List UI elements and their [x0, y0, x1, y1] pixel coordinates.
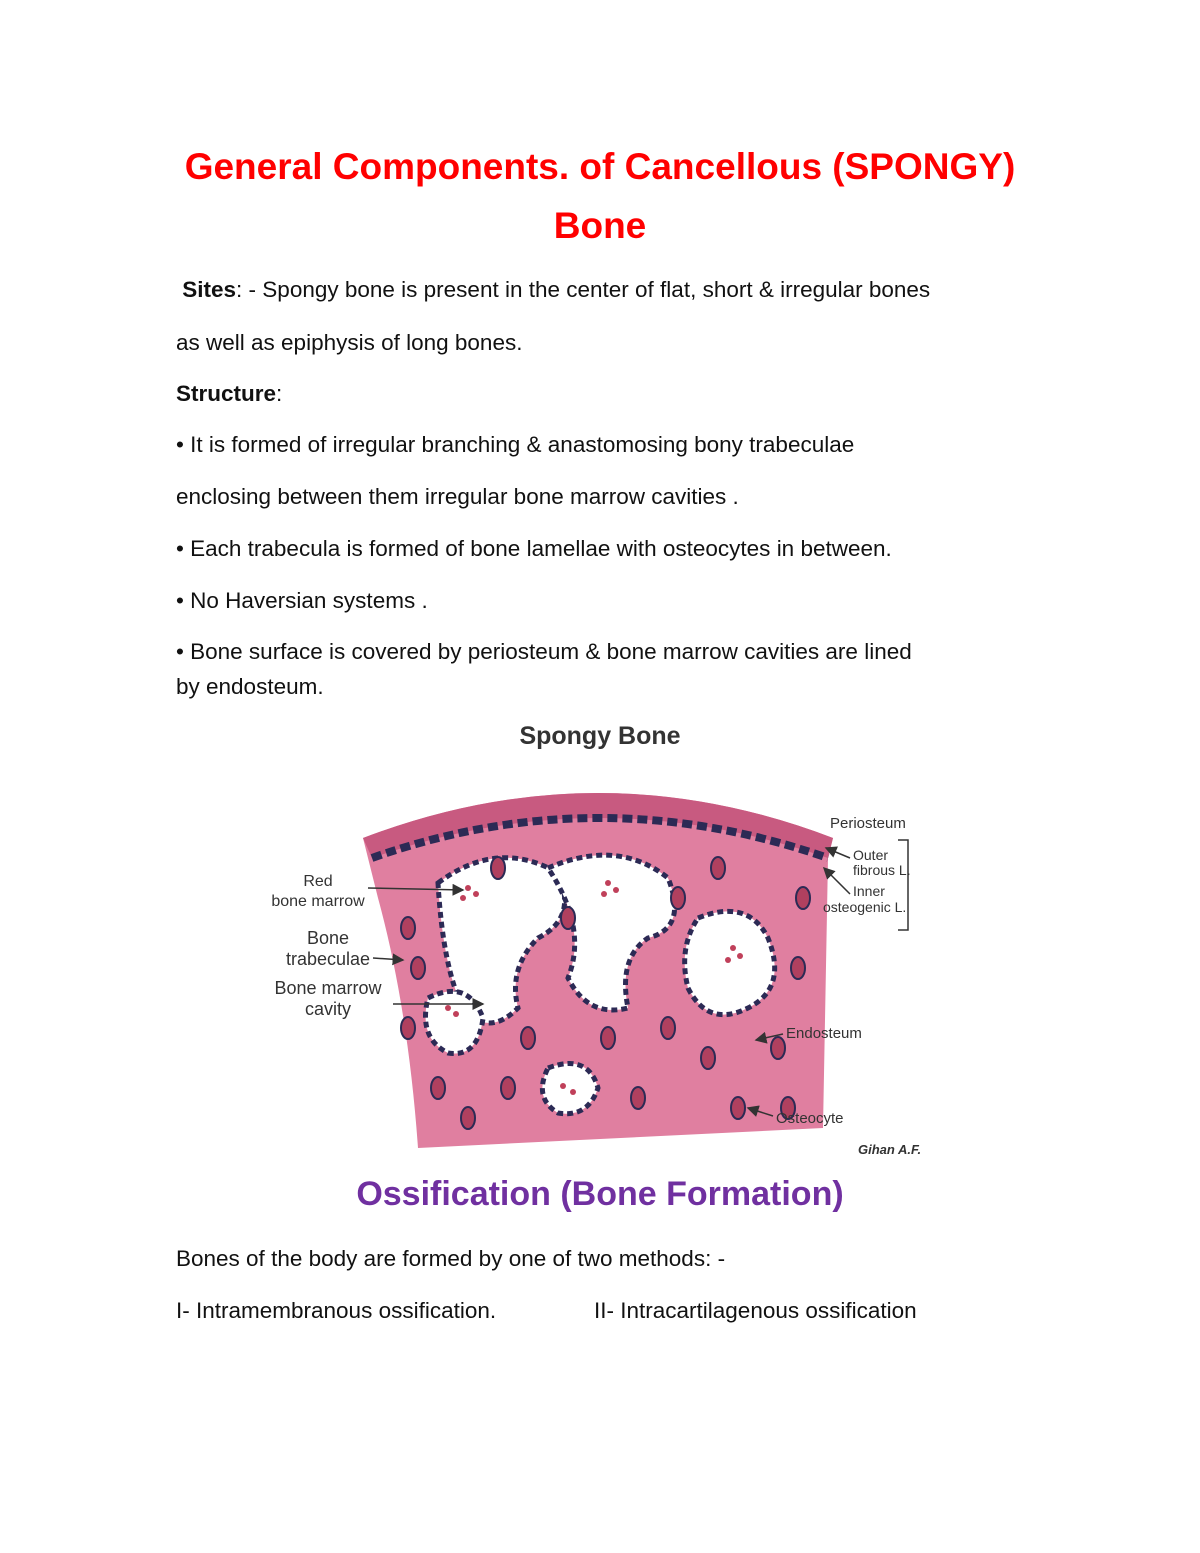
marrow-cavity-5	[542, 1064, 598, 1114]
structure-line-1: • It is formed of irregular branching & anastomosing bony trabeculae	[176, 432, 855, 457]
label-cavity-2: cavity	[304, 999, 352, 1019]
label-periosteum: Periosteum	[830, 815, 906, 832]
spongy-bone-figure	[268, 708, 934, 1162]
structure-line-5: • Bone surface is covered by periosteum & bone marrow cavities are lined	[176, 639, 912, 664]
structure-colon: :	[276, 381, 283, 406]
sites-paragraph-line-2: as well as epiphysis of long bones.	[176, 330, 523, 355]
structure-line-4: • No Haversian systems .	[176, 588, 428, 613]
sites-paragraph-line-1	[176, 276, 1026, 303]
label-outer-2: fibrous L.	[853, 862, 911, 878]
label-trabeculae-2: trabeculae	[285, 949, 371, 969]
figure-signature: Gihan A.F.	[858, 1142, 922, 1157]
spongy-bone-diagram	[268, 708, 934, 1162]
method-intramembranous: I- Intramembranous ossification.	[176, 1298, 497, 1323]
structure-line-2: enclosing between them irregular bone marrow cavities .	[176, 484, 739, 509]
label-osteocyte: Osteocyte	[776, 1110, 844, 1127]
label-outer-1: Outer	[853, 847, 889, 863]
figure-title: Spongy Bone	[519, 722, 681, 750]
label-endosteum: Endosteum	[786, 1025, 862, 1042]
label-red-2: bone marrow	[271, 893, 365, 910]
page-title-line-2: Bone	[553, 205, 647, 246]
methods-intro: Bones of the body are formed by one of two methods: -	[176, 1246, 726, 1271]
page-title-line-1: General Components. of Cancellous (SPONGY)	[184, 146, 1016, 187]
label-inner-1: Inner	[853, 883, 885, 899]
sites-text-1: : - Spongy bone is present in the center of flat, short & irregular bones	[236, 277, 931, 302]
structure-line-6: by endosteum.	[176, 674, 324, 699]
structure-heading	[176, 380, 1026, 407]
label-cavity-1: Bone marrow	[274, 978, 382, 998]
method-intracartilagenous: II- Intracartilagenous ossification	[594, 1298, 917, 1323]
ossification-heading: Ossification (Bone Formation)	[356, 1175, 844, 1213]
label-red-1: Red	[303, 873, 333, 890]
structure-line-3: • Each trabecula is formed of bone lamellae with osteocytes in between.	[176, 536, 892, 561]
label-trabeculae-1: Bone	[306, 928, 350, 948]
structure-label: Structure	[176, 381, 277, 406]
label-inner-2: osteogenic L.	[823, 899, 907, 915]
sites-label: Sites	[182, 277, 237, 302]
